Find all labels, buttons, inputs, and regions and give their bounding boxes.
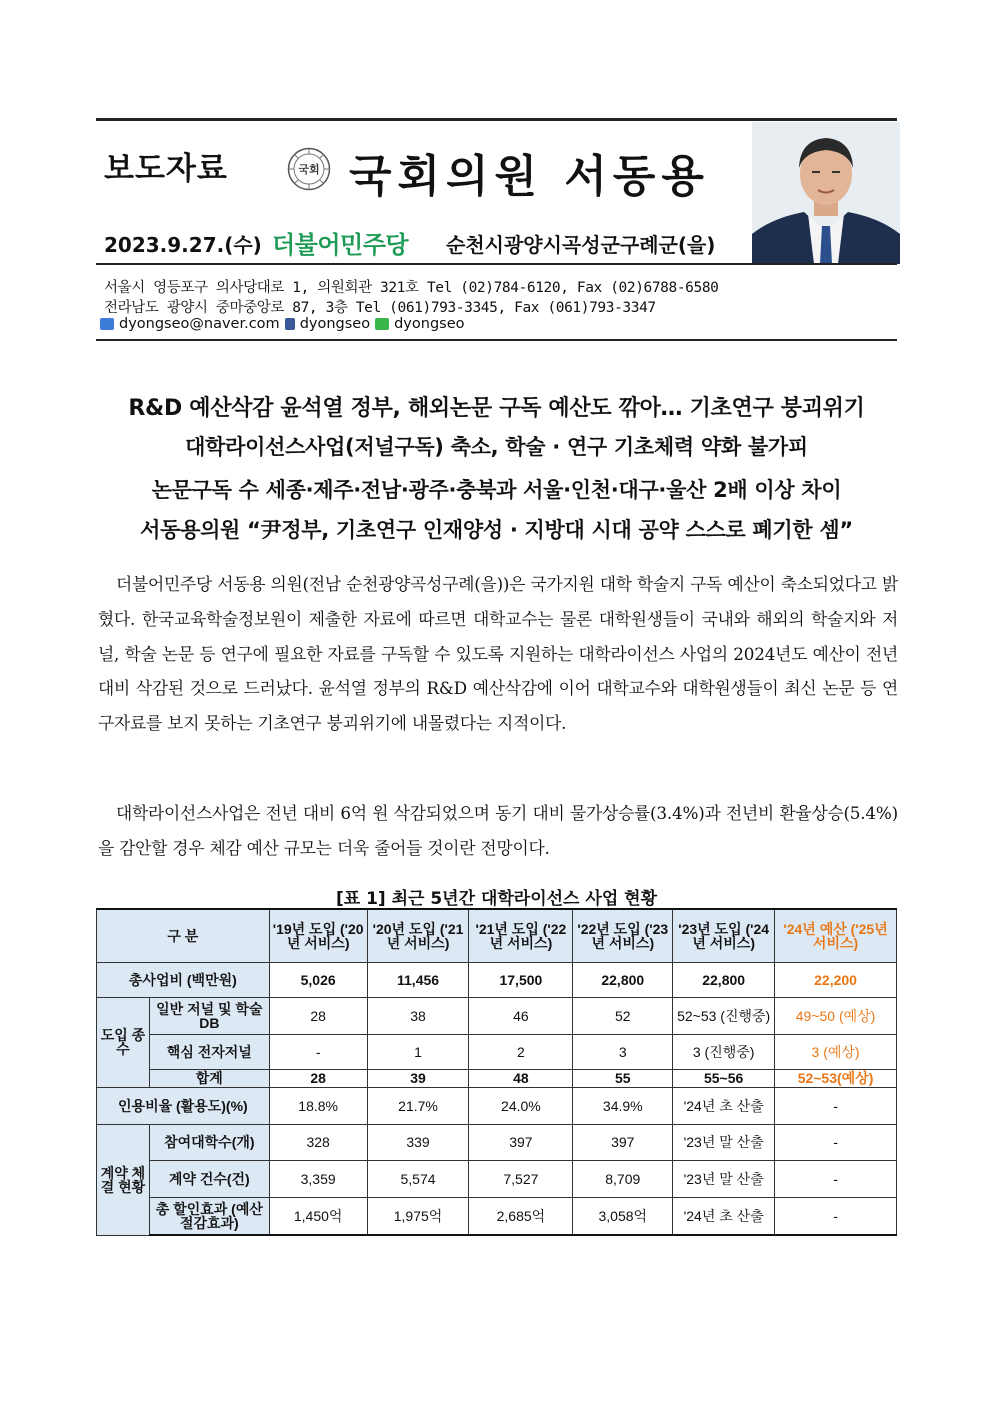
headline-2: 대학라이선스사업(저널구독) 축소, 학술 · 연구 기초체력 약화 불가피 bbox=[185, 435, 808, 459]
party-logo: 더불어민주당 bbox=[272, 231, 409, 259]
cell-value: 3,058억 bbox=[573, 1197, 673, 1235]
national-assembly-seal-icon bbox=[287, 147, 331, 191]
cell-value: - bbox=[269, 1034, 367, 1069]
cell-value: '23년 말 산출 bbox=[673, 1160, 775, 1197]
cell-value: 397 bbox=[469, 1124, 573, 1160]
cell-value: 2,685억 bbox=[469, 1197, 573, 1235]
headline-1: R&D 예산삭감 윤석열 정부, 해외논문 구독 예산도 깎아… 기초연구 붕괴위기 bbox=[128, 396, 865, 421]
cell-value: - bbox=[775, 1160, 897, 1197]
cell-value: 38 bbox=[367, 997, 469, 1034]
table-header-row bbox=[97, 909, 897, 962]
cell-value: 52 bbox=[573, 997, 673, 1034]
header-divider bbox=[96, 263, 897, 265]
row-label-total: 합계 bbox=[149, 1069, 269, 1087]
email-link[interactable]: dyongseo@naver.com bbox=[119, 316, 280, 332]
facebook-icon bbox=[285, 318, 295, 330]
headline-3: 논문구독 수 세종·제주·전남·광주·충북과 서울·인천·대구·울산 2배 이상 차이 bbox=[151, 478, 842, 502]
cell-value: 1,975억 bbox=[367, 1197, 469, 1235]
cell-value: 5,574 bbox=[367, 1160, 469, 1197]
social-links bbox=[100, 316, 465, 332]
cell-value: - bbox=[775, 1087, 897, 1124]
cell-value: 3 bbox=[573, 1034, 673, 1069]
district: 순천시광양시곡성군구례군(을) bbox=[446, 233, 716, 257]
row-label-usage: 인용비율 (활용도)(%) bbox=[97, 1087, 270, 1124]
cell-value: 328 bbox=[269, 1124, 367, 1160]
cell-value: 28 bbox=[269, 1069, 367, 1087]
cell-value: 21.7% bbox=[367, 1087, 469, 1124]
cell-value: 1,450억 bbox=[269, 1197, 367, 1235]
cell-value: 1 bbox=[367, 1034, 469, 1069]
col-header-2021: '21년 도입 ('22년 서비스) bbox=[469, 909, 573, 962]
group-label-intro: 도입 종수 bbox=[97, 997, 150, 1087]
row-label-contracts: 계약 건수(건) bbox=[149, 1160, 269, 1197]
blog-icon bbox=[375, 318, 389, 330]
table-row bbox=[97, 997, 897, 1034]
email-icon bbox=[100, 318, 114, 330]
contact-divider bbox=[96, 339, 897, 341]
cell-value: - bbox=[775, 1197, 897, 1235]
cell-value: 24.0% bbox=[469, 1087, 573, 1124]
body-paragraph-2: 대학라이선스사업은 전년 대비 6억 원 삭감되었으며 동기 대비 물가상승률(3.4%)과 전년비 환율상승(5.4%)을 감안할 경우 체감 예산 규모는 더욱 줄어들 것이란 전망이다. bbox=[98, 803, 898, 858]
row-label-budget: 총사업비 (백만원) bbox=[97, 962, 270, 997]
col-header-2023: '23년 도입 ('24년 서비스) bbox=[673, 909, 775, 962]
col-header-2019: '19년 도입 ('20년 서비스) bbox=[269, 909, 367, 962]
cell-value: 55 bbox=[573, 1069, 673, 1087]
cell-value: 48 bbox=[469, 1069, 573, 1087]
cell-value: 39 bbox=[367, 1069, 469, 1087]
cell-value: 5,026 bbox=[269, 962, 367, 997]
col-header-2022: '22년 도입 ('23년 서비스) bbox=[573, 909, 673, 962]
row-label-univ: 참여대학수(개) bbox=[149, 1124, 269, 1160]
cell-value: 8,709 bbox=[573, 1160, 673, 1197]
cell-value: 46 bbox=[469, 997, 573, 1034]
cell-value: 3 (예상) bbox=[775, 1034, 897, 1069]
table-row bbox=[97, 1087, 897, 1124]
cell-value: - bbox=[775, 1124, 897, 1160]
headline-4: 서동용의원 “尹정부, 기초연구 인재양성 · 지방대 시대 공약 스스로 폐기한 셈” bbox=[140, 518, 853, 542]
cell-value: 34.9% bbox=[573, 1087, 673, 1124]
release-date: 2023.9.27.(수) bbox=[104, 233, 262, 257]
table-row bbox=[97, 1197, 897, 1235]
press-release-label: 보도자료 bbox=[104, 151, 228, 187]
gwangyang-address: 전라남도 광양시 중마중앙로 87, 3층 Tel (061)793-3345, Fax (061)793-3347 bbox=[104, 300, 656, 316]
member-photo bbox=[752, 122, 900, 264]
cell-value: 49~50 (예상) bbox=[775, 997, 897, 1034]
cell-value: '24년 초 산출 bbox=[673, 1087, 775, 1124]
cell-value: 52~53(예상) bbox=[775, 1069, 897, 1087]
col-header-2024-budget: '24년 예산 ('25년 서비스) bbox=[775, 909, 897, 962]
seoul-address: 서울시 영등포구 의사당대로 1, 의원회관 321호 Tel (02)784-6120, Fax (02)6788-6580 bbox=[104, 280, 719, 296]
seal-text: 국회 bbox=[298, 163, 320, 176]
cell-value: 3 (진행중) bbox=[673, 1034, 775, 1069]
table-row bbox=[97, 1160, 897, 1197]
cell-value: 22,800 bbox=[673, 962, 775, 997]
cell-value: '23년 말 산출 bbox=[673, 1124, 775, 1160]
top-rule bbox=[96, 118, 897, 121]
cell-value: 22,200 bbox=[775, 962, 897, 997]
cell-value: 2 bbox=[469, 1034, 573, 1069]
cell-value: 11,456 bbox=[367, 962, 469, 997]
row-label-general: 일반 저널 및 학술DB bbox=[149, 997, 269, 1034]
row-label-discount: 총 할인효과 (예산절감효과) bbox=[149, 1197, 269, 1235]
table-row bbox=[97, 1034, 897, 1069]
table-row bbox=[97, 962, 897, 997]
blog-link[interactable]: dyongseo bbox=[394, 316, 465, 332]
cell-value: 28 bbox=[269, 997, 367, 1034]
group-label-contract: 계약 체결 현황 bbox=[97, 1124, 150, 1235]
member-title: 국회의원 서동용 bbox=[349, 151, 710, 202]
cell-value: 17,500 bbox=[469, 962, 573, 997]
category-header: 구 분 bbox=[97, 909, 270, 962]
cell-value: 55~56 bbox=[673, 1069, 775, 1087]
table-row bbox=[97, 1124, 897, 1160]
body-paragraph-1: 더불어민주당 서동용 의원(전남 순천광양곡성구례(을))은 국가지원 대학 학술지 구독 예산이 축소되었다고 밝혔다. 한국교육학술정보원이 제출한 자료에 따르면 대학교수는 물론 대학원생들이 국내와 해외의 학술지와 저널, 학술 논문 등 연구에 필요한 자료를 구독할 수 있도록 지원하는 대학라이선스 사업의 2024년도 예산이 전년 대비 삭감된 것으로 드러났다. 윤석열 정부의 R&D 예산삭감에 이어 대학교수와 대학원생들이 최신 논문 등 연구자료를 보지 못하는 기초연구 붕괴위기에 내몰렸다는 지적이다. bbox=[98, 574, 898, 734]
facebook-link[interactable]: dyongseo bbox=[299, 316, 371, 332]
cell-value: 339 bbox=[367, 1124, 469, 1160]
cell-value: 397 bbox=[573, 1124, 673, 1160]
cell-value: 22,800 bbox=[573, 962, 673, 997]
license-project-table bbox=[96, 908, 897, 1236]
cell-value: 7,527 bbox=[469, 1160, 573, 1197]
cell-value: 52~53 (진행중) bbox=[673, 997, 775, 1034]
table-row bbox=[97, 1069, 897, 1087]
row-label-core: 핵심 전자저널 bbox=[149, 1034, 269, 1069]
cell-value: 18.8% bbox=[269, 1087, 367, 1124]
cell-value: 3,359 bbox=[269, 1160, 367, 1197]
cell-value: '24년 초 산출 bbox=[673, 1197, 775, 1235]
col-header-2020: '20년 도입 ('21년 서비스) bbox=[367, 909, 469, 962]
table-title: [표 1] 최근 5년간 대학라이선스 사업 현황 bbox=[335, 889, 658, 909]
